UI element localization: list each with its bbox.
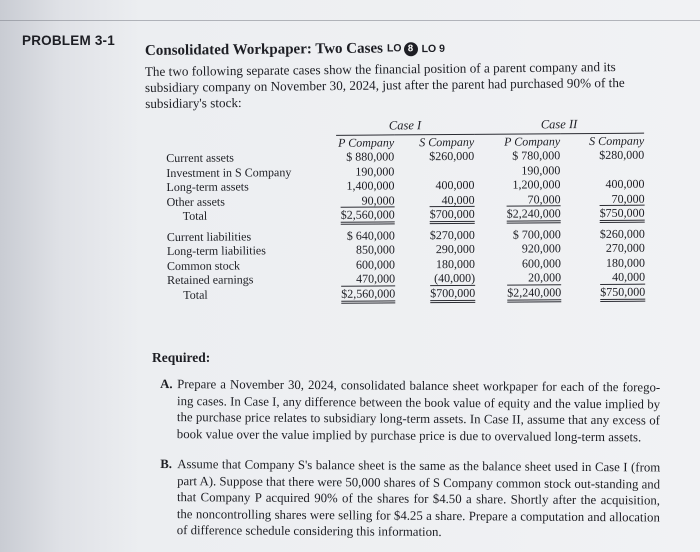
requirement-a xyxy=(160,376,660,445)
total-p2: $2,240,000 xyxy=(507,205,561,223)
cell-p2: 70,000 xyxy=(527,191,561,206)
row-label: Investment in S Company xyxy=(166,164,292,180)
total-label: Total xyxy=(182,208,208,223)
cell-p1: 470,000 xyxy=(356,271,396,286)
requirement-b-letter: B. xyxy=(160,457,173,472)
total-s2: $750,000 xyxy=(600,283,645,301)
cell-p2: 190,000 xyxy=(521,162,561,178)
total-s2: $750,000 xyxy=(600,205,645,223)
cell-s2: 400,000 xyxy=(605,176,645,191)
total-p1: $2,560,000 xyxy=(341,206,395,224)
cell-s1: 400,000 xyxy=(435,177,475,193)
total-s1: $700,000 xyxy=(430,284,475,302)
cell-p2: 600,000 xyxy=(521,255,562,271)
lo-8-number: 8 xyxy=(403,42,417,56)
row-label: Other assets xyxy=(166,194,225,209)
total-s1: $700,000 xyxy=(430,206,475,224)
cell-s1: (40,000) xyxy=(434,270,476,286)
cell-p1: 190,000 xyxy=(355,163,395,179)
case-1-p-company-header: P Company xyxy=(338,134,395,150)
cell-s2: $280,000 xyxy=(599,147,645,162)
row-label: Long-term liabilities xyxy=(166,243,266,258)
requirement-b-text: Assume that Company S's balance sheet is the same as the balance sheet used in Case I (from part A). Suppose that there were 50,000 shares of S Company common stock out-standing and that Company P acquired 90% of the shares for $4.50 a share. Shortly after the acquisition, the noncontrolling shares were selling for $4.25 a share. Prepare a computation and allocation of difference schedule considering this information. xyxy=(176,457,661,539)
row-label: Long-term assets xyxy=(166,179,249,194)
learning-objective-9: LO 9 xyxy=(421,42,445,55)
cell-s2: $260,000 xyxy=(599,226,645,241)
header-rule xyxy=(0,20,700,21)
case-2-p-company-header: P Company xyxy=(503,133,561,149)
cell-s1: 40,000 xyxy=(441,192,475,207)
required-heading: Required: xyxy=(152,350,211,365)
cell-p1: 600,000 xyxy=(355,256,396,272)
cell-s1 xyxy=(394,163,474,178)
cell-p1: $ 640,000 xyxy=(346,227,395,243)
total-p2: $2,240,000 xyxy=(507,284,561,302)
cell-p1: 1,400,000 xyxy=(346,178,395,193)
cell-p2: $ 700,000 xyxy=(512,226,561,242)
case-1-header: Case I xyxy=(336,118,474,135)
cell-s2: 70,000 xyxy=(611,191,645,206)
case-1-s-company-header: S Company xyxy=(419,134,475,149)
case-2-s-company-header: S Company xyxy=(589,133,645,148)
problem-intro: The two following separate cases show the financial position of a parent company and its subsidiary company on November 30, 2024, just after the parent had purchased 90% of the subsidiary's stock: xyxy=(144,59,625,111)
cell-p1: 850,000 xyxy=(355,242,395,257)
cell-s2 xyxy=(560,162,644,177)
requirement-b xyxy=(160,456,661,542)
cell-p1: 90,000 xyxy=(361,192,395,208)
financial-position-table xyxy=(166,117,645,302)
requirement-a-letter: A. xyxy=(160,377,173,392)
total-label: Total xyxy=(183,287,208,302)
cell-s2: 180,000 xyxy=(605,255,646,270)
problem-title-text: Consolidated Workpaper: Two Cases xyxy=(144,40,384,59)
cell-s2: 40,000 xyxy=(612,269,646,284)
cell-s2: 270,000 xyxy=(605,240,645,255)
row-label: Retained earnings xyxy=(167,272,254,287)
row-label: Common stock xyxy=(166,257,241,273)
case-2-header: Case II xyxy=(474,117,644,134)
learning-objective-8 xyxy=(387,42,418,56)
cell-s1: 180,000 xyxy=(435,256,476,271)
row-label: Current assets xyxy=(166,150,234,165)
cell-s1: $260,000 xyxy=(429,148,475,164)
cell-s1: 290,000 xyxy=(435,241,475,257)
lo-8-prefix: LO xyxy=(386,41,402,54)
total-p1: $2,560,000 xyxy=(341,285,395,303)
cell-p2: 920,000 xyxy=(521,241,561,256)
cell-p2: $ 780,000 xyxy=(512,148,561,163)
cell-s1: $270,000 xyxy=(429,227,475,242)
cell-p2: 1,200,000 xyxy=(512,177,561,192)
cell-p2: 20,000 xyxy=(528,270,562,285)
problem-label: PROBLEM 3-1 xyxy=(22,33,115,48)
cell-p1: $ 880,000 xyxy=(346,149,395,164)
problem-title xyxy=(145,40,445,60)
row-label: Current liabilities xyxy=(166,228,252,244)
requirement-a-text: Prepare a November 30, 2024, consolidated balance sheet workpaper for each of the forego-ing cases. In Case I, any difference between the book value of equity and the value implied by the purchase price relates to subsidiary long-term assets. In Case II, assume that any excess of book value over the value implied by purchase price is due to overvalued long-term assets. xyxy=(176,377,661,444)
